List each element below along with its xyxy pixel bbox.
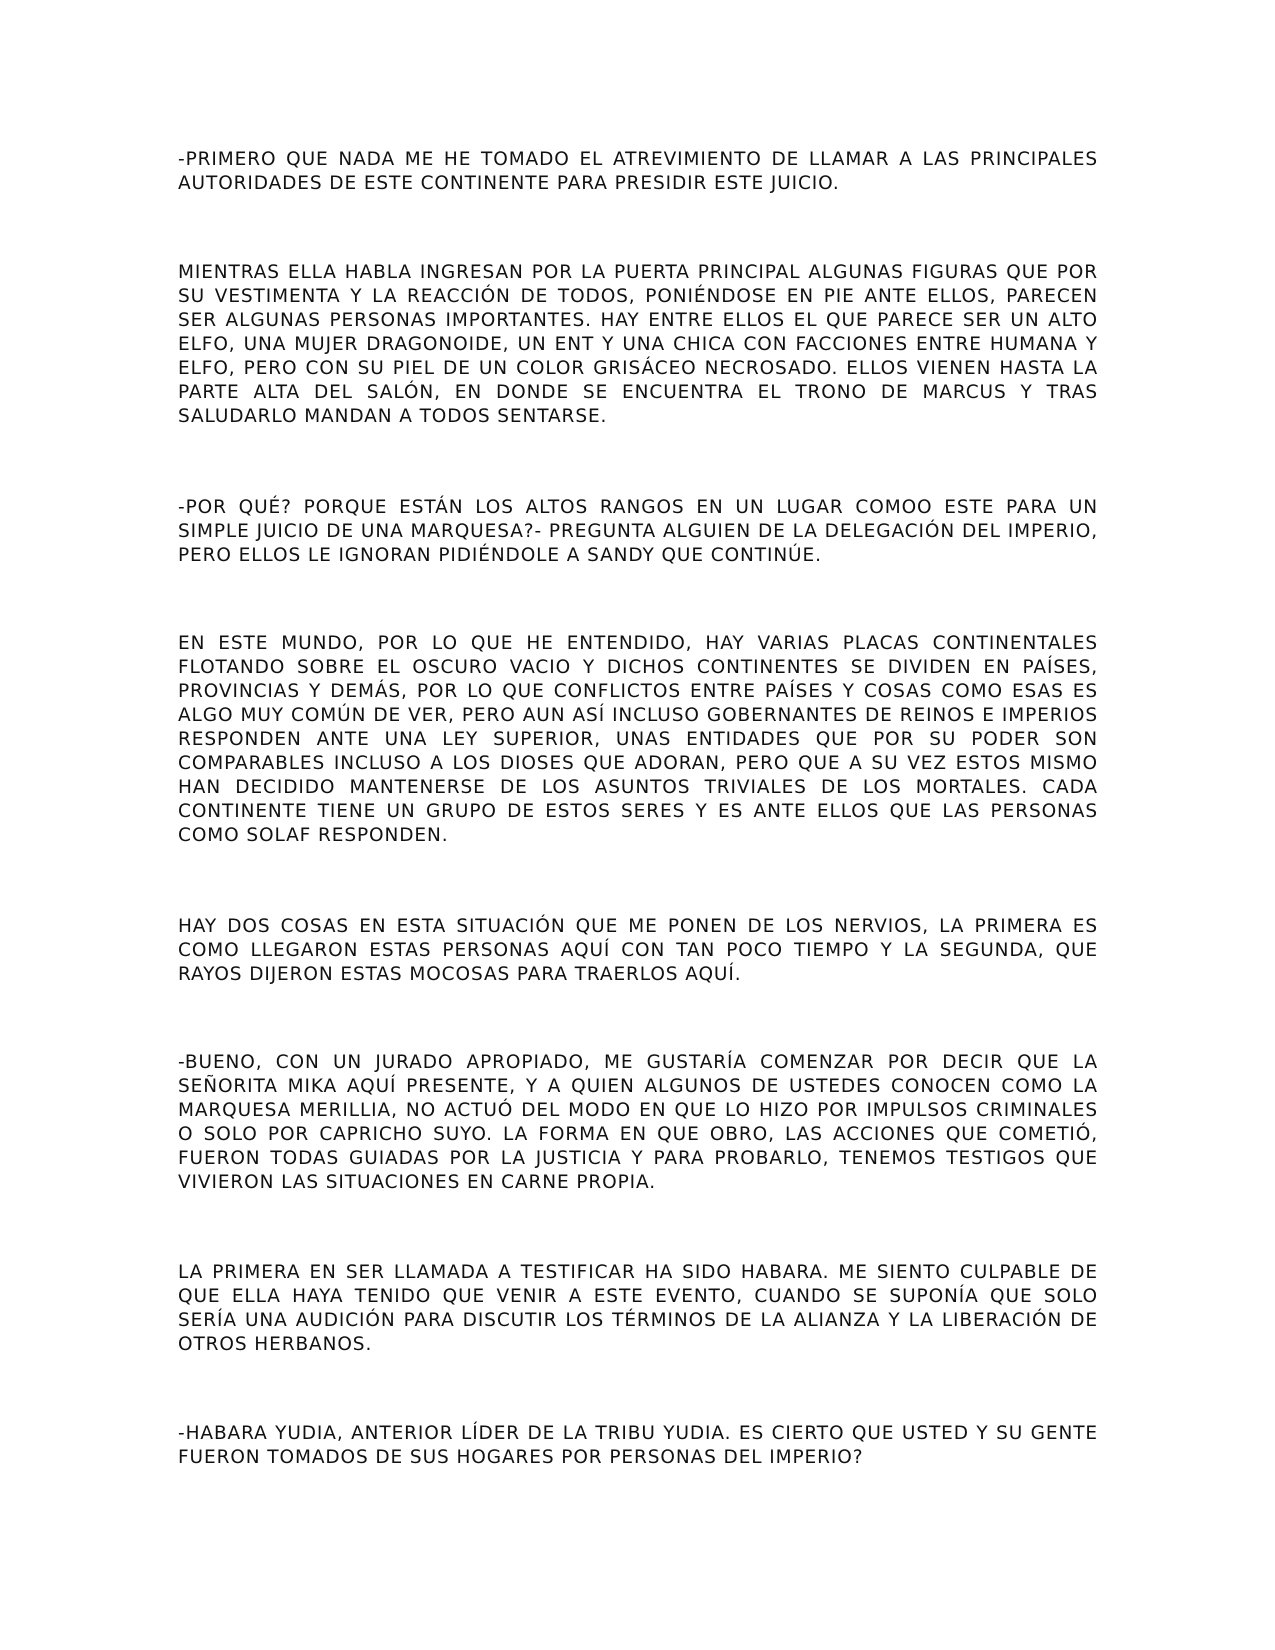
paragraph-7: LA PRIMERA EN SER LLAMADA A TESTIFICAR HA SIDO HABARA. ME SIENTO CULPABLE DE QUE ELLA HAYA TENIDO QUE VENIR A ESTE EVENTO, CUANDO SE SUPONÍA QUE SOLO SERÍA UNA AUDICIÓN PARA DISCUTIR LOS TÉRMINOS DE LA ALIANZA Y LA LIBERACIÓN DE OTROS HERBANOS.: [178, 1262, 1098, 1355]
paragraph-6: -BUENO, CON UN JURADO APROPIADO, ME GUSTARÍA COMENZAR POR DECIR QUE LA SEÑORITA MIKA AQUÍ PRESENTE, Y A QUIEN ALGUNOS DE USTEDES CONOCEN COMO LA MARQUESA MERILLIA, NO ACTUÓ DEL MODO EN QUE LO HIZO POR IMPULSOS CRIMINALES O SOLO POR CAPRICHO SUYO. LA FORMA EN QUE OBRO, LAS ACCIONES QUE COMETIÓ, FUERON TODAS GUIADAS POR LA JUSTICIA Y PARA PROBARLO, TENEMOS TESTIGOS QUE VIVIERON LAS SITUACIONES EN CARNE PROPIA.: [178, 1052, 1098, 1193]
paragraph-3: -POR QUÉ? PORQUE ESTÁN LOS ALTOS RANGOS EN UN LUGAR COMOO ESTE PARA UN SIMPLE JUICIO DE UNA MARQUESA?- PREGUNTA ALGUIEN DE LA DELEGACIÓN DEL IMPERIO, PERO ELLOS LE IGNORAN PIDIÉNDOLE A SANDY QUE CONTINÚE.: [178, 497, 1098, 566]
paragraph-2: MIENTRAS ELLA HABLA INGRESAN POR LA PUERTA PRINCIPAL ALGUNAS FIGURAS QUE POR SU VESTIMENTA Y LA REACCIÓN DE TODOS, PONIÉNDOSE EN PIE ANTE ELLOS, PARECEN SER ALGUNAS PERSONAS IMPORTANTES. HAY ENTRE ELLOS EL QUE PARECE SER UN ALTO ELFO, UNA MUJER DRAGONOIDE, UN ENT Y UNA CHICA CON FACCIONES ENTRE HUMANA Y ELFO, PERO CON SU PIEL DE UN COLOR GRISÁCEO NECROSADO. ELLOS VIENEN HASTA LA PARTE ALTA DEL SALÓN, EN DONDE SE ENCUENTRA EL TRONO DE MARCUS Y TRAS SALUDARLO MANDAN A TODOS SENTARSE.: [178, 262, 1098, 427]
paragraph-8: -HABARA YUDIA, ANTERIOR LÍDER DE LA TRIBU YUDIA. ES CIERTO QUE USTED Y SU GENTE FUERON TOMADOS DE SUS HOGARES POR PERSONAS DEL IMPERIO?: [178, 1423, 1098, 1468]
paragraph-4: EN ESTE MUNDO, POR LO QUE HE ENTENDIDO, HAY VARIAS PLACAS CONTINENTALES FLOTANDO SOBRE EL OSCURO VACIO Y DICHOS CONTINENTES SE DIVIDEN EN PAÍSES, PROVINCIAS Y DEMÁS, POR LO QUE CONFLICTOS ENTRE PAÍSES Y COSAS COMO ESAS ES ALGO MUY COMÚN DE VER, PERO AUN ASÍ INCLUSO GOBERNANTES DE REINOS E IMPERIOS RESPONDEN ANTE UNA LEY SUPERIOR, UNAS ENTIDADES QUE POR SU PODER SON COMPARABLES INCLUSO A LOS DIOSES QUE ADORAN, PERO QUE A SU VEZ ESTOS MISMO HAN DECIDIDO MANTENERSE DE LOS ASUNTOS TRIVIALES DE LOS MORTALES. CADA CONTINENTE TIENE UN GRUPO DE ESTOS SERES Y ES ANTE ELLOS QUE LAS PERSONAS COMO SOLAF RESPONDEN.: [178, 633, 1098, 846]
paragraph-5: HAY DOS COSAS EN ESTA SITUACIÓN QUE ME PONEN DE LOS NERVIOS, LA PRIMERA ES COMO LLEGARON ESTAS PERSONAS AQUÍ CON TAN POCO TIEMPO Y LA SEGUNDA, QUE RAYOS DIJERON ESTAS MOCOSAS PARA TRAERLOS AQUÍ.: [178, 916, 1098, 985]
paragraph-1: -PRIMERO QUE NADA ME HE TOMADO EL ATREVIMIENTO DE LLAMAR A LAS PRINCIPALES AUTORIDADES DE ESTE CONTINENTE PARA PRESIDIR ESTE JUICIO.: [178, 149, 1098, 194]
